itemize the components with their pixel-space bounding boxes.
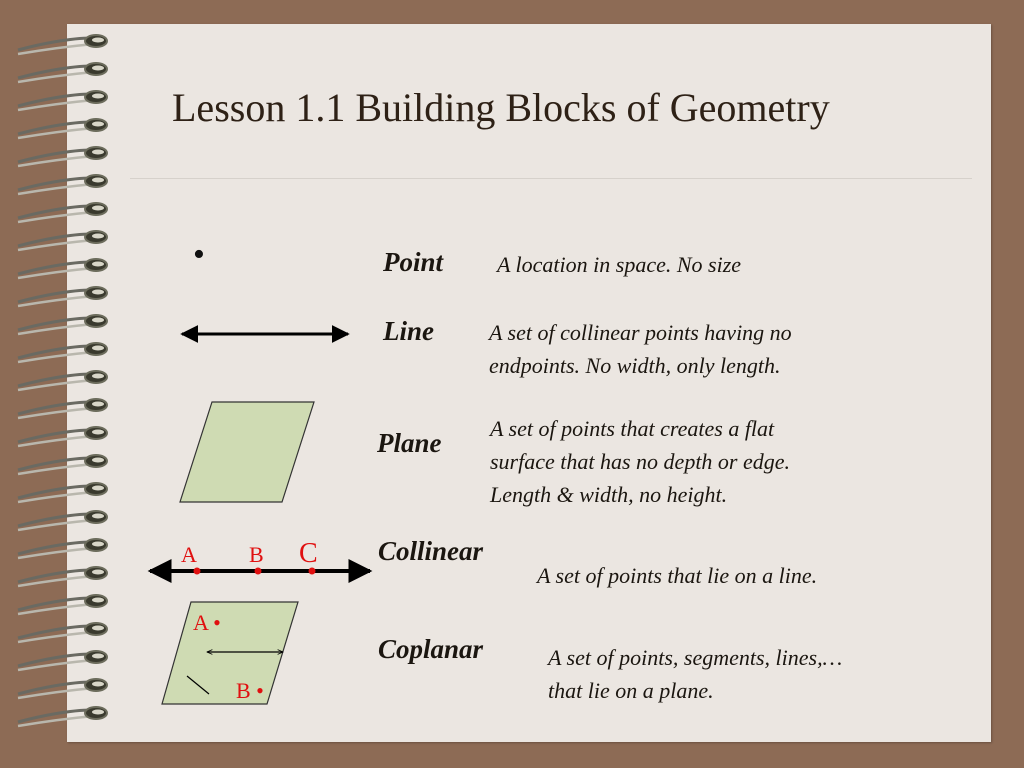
collinear-label-a: A [181,542,197,567]
coplanar-label-a: A • [193,610,221,635]
definition-plane-2: surface that has no depth or edge. [490,449,791,474]
definition-line-2: endpoints. No width, only length. [489,353,781,378]
collinear-point-a [194,568,201,575]
definition-plane-1: A set of points that creates a flat [490,416,775,441]
coplanar-label-b: B • [236,678,264,703]
definition-line-1: A set of collinear points having no [489,320,792,345]
definition-point: A location in space. No size [497,252,742,277]
collinear-label-b: B [249,542,264,567]
definition-coplanar-1: A set of points, segments, lines,… [548,645,843,670]
term-collinear: Collinear [378,536,484,566]
collinear-label-c: C [299,538,318,569]
page-title: Lesson 1.1 Building Blocks of Geometry [172,85,830,130]
collinear-point-b [255,568,262,575]
definition-collinear: A set of points that lie on a line. [537,563,818,588]
definition-coplanar-2: that lie on a plane. [548,678,714,703]
term-coplanar: Coplanar [378,634,484,664]
definition-plane-3: Length & width, no height. [490,482,728,507]
term-point: Point [383,247,444,277]
point-dot: • [193,236,205,273]
term-plane: Plane [377,428,442,458]
plane-figure [180,402,314,502]
term-line: Line [383,316,434,346]
coplanar-plane [162,602,298,704]
